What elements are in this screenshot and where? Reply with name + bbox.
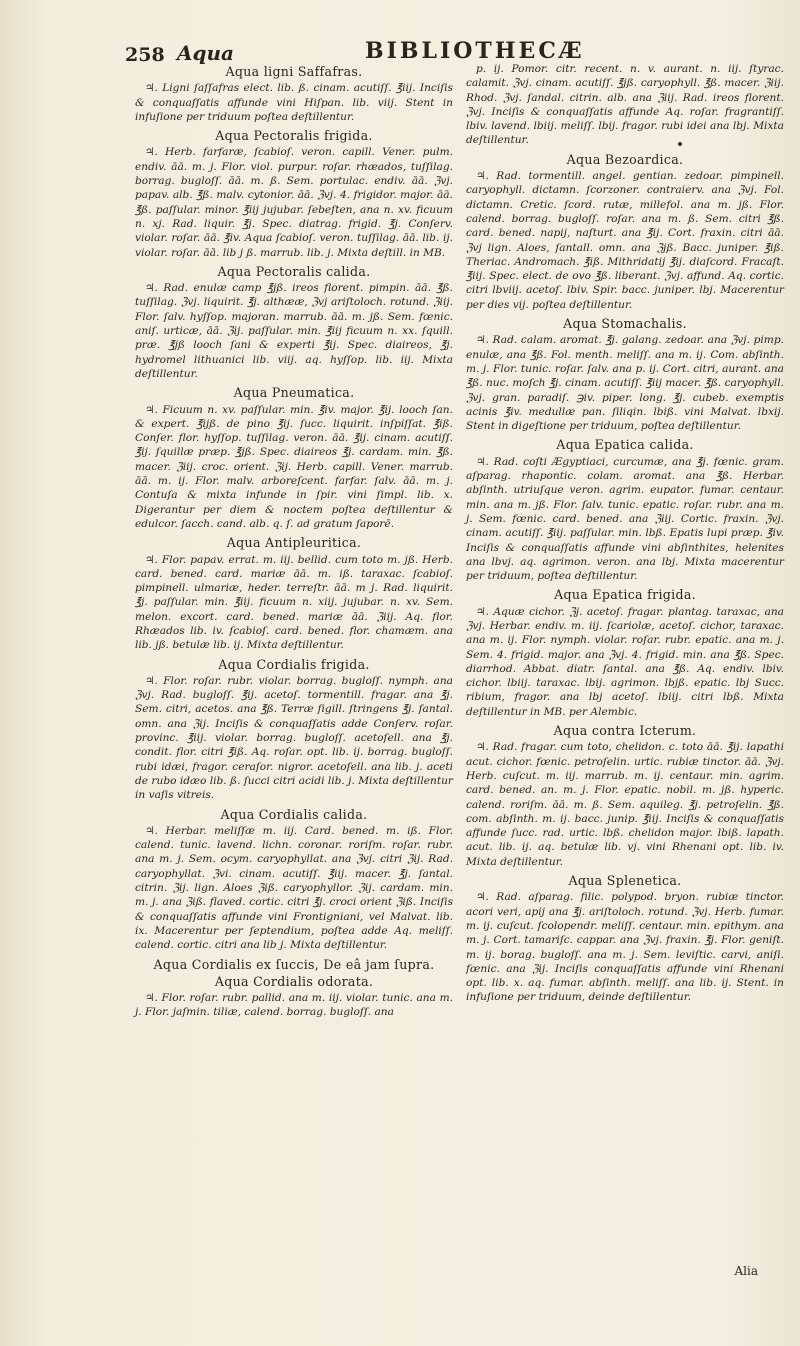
recipe-text: ♃. Herbar. meliſſæ m. iij. Card. bened. m. iß. Flor. calend. tunic. lavend. lichn. coronar. roriſm. roſar. rubr. ana m. j. Sem. ocym. caryophyllat. ana ℨvj. citri ℨij. Rad. caryophyllat. ℨvi. cinam. acutiſſ. ℥iij. macer. ℥j. ſantal. citrin. ℨij. lign. Aloes ℨiß. caryophyllor. ℨij. cardam. min. m. j. ana ℨiß. flaved. cortic. citri ℥j. croci orient ℨiß. Inciſis & conquaſſatis affunde vini Frontigniani, vel Malvat. lib. ix. Macerentur per ſeptendium, poſtea adde Aq. meliſſ. calend. cortic. citri ana lib j. Mixta deſtillentur. — [135, 824, 453, 952]
right-column — [466, 62, 784, 1010]
section-title: Aqua Cordialis frigida. — [218, 656, 370, 672]
recipe-text: ♃. Rad. fragar. cum toto, chelidon. c. toto āā. ℥ij. lapathi acut. cichor. fœnic. petroſelin. urtic. rubiæ tinctor. āā. ℨvj. Herb. cuſcut. m. iij. marrub. m. ij. centaur. min. agrim. card. bened. an. m. j. Flor. epatic. nobil. m. jß. hyperic. calend. roriſm. āā. m. ß. Sem. aquileg. ℥j. petroſelin. ℥ß. com. abſinth. m. ij. bacc. junip. ℥iij. Inciſis & conquaſſatis affunde ſucc. rad. urtic. lbß. chelidon major. lbiß. lapath. acut. lib. ij. aq. betulæ lib. vj. vini Rhenani opt. lib. iv. Mixta deſtillentur. — [466, 741, 784, 868]
recipe-text: ♃. Rad. calam. aromat. ℥j. galang. zedoar. ana ℨvj. pimp. enulæ, ana ℥ß. Fol. menth. meliſſ. ana m. ij. Com. abſinth. m. j. Flor. tunic. roſar. ſalv. ana p. ij. Cort. citri, aurant. ana ℥ß. nuc. moſch ℥j. cinam. acutiſſ. ℥iij macer. ℥ß. caryophyll. ℨvj. gran. paradiſ. ℈iv. piper. long. ℥j. cubeb. exemptis acinis ℥iv. medullæ pan. ſiliqin. lbiß. vini Malvat. lbxij. Stent in digeſtione per triduum, poſtea deſtillentur. — [466, 334, 784, 433]
recipe-text: ♃. Rad. aſparag. filic. polypod. bryon. rubiæ tinctor. acori veri, apij ana ℥j. ariſtoloch. rotund. ℨvj. Herb. fumar. m. ij. cuſcut. ſcolopendr. meliſſ. centaur. min. epithym. ana m. j. Cort. tamariſc. cappar. ana ℨvj. fraxin. ℥j. Flor. geniſt. m. ij. borag. bugloſſ. ana m. j. Sem. leviſtic. carvi, aniſi. fœnic. ana ℨij. Inciſis conquaſſatis affunde vini Rhenani opt. lib. x. aq. fumar. abſinth. meliſſ. ana lib. ij. Stent. in infuſione per triduum, deinde deſtillentur. — [466, 891, 784, 1004]
catchword: Alia — [734, 1264, 758, 1278]
section-title: Aqua Epatica calida. — [556, 437, 694, 453]
section-title: Aqua Bezoardica. — [566, 151, 684, 167]
section-title: Aqua contra Icterum. — [553, 723, 697, 739]
page-number: 258 — [125, 44, 165, 66]
recipe-text: ♃. Flor. papav. errat. m. iij. bellid. cum toto m. jß. Herb. card. bened. card. mariæ āā. m. iß. taraxac. ſcabioſ. pimpinell. ulmariæ, heder. terreſtr. āā. m j. Rad. liquirit. ℥j. paſſular. min. ℥iij. ficuum n. xiij. jujubar. n. xv. Sem. melon. excort. card. bened. mariæ āā. ℨiij. Aq. flor. Rhæados lib. iv. ſcabioſ. card. bened. flor. chamæm. ana lib. jß. betulæ lib. ij. Mixta deſtillentur. — [135, 553, 453, 652]
recipe-text: ♃. Flor. roſar. rubr. violar. borrag. bugloſſ. nymph. ana ℨvj. Rad. bugloſſ. ℥ij. acetoſ. tormentill. fragar. ana ℥j. Sem. citri, acetos. ana ℥ß. Terræ ſigill. ſtringens ℥j. ſantal. omn. ana ℨij. Inciſis & conquaſſatis adde Conſerv. roſar. provinc. ℥iij. violar. borrag. bugloſſ. acetoſell. ana ℥j. condit. flor. citri ℥iß. Aq. roſar. opt. lib. ij. borrag. bugloſſ. rubi idæi, fragor. ceraſor. nigror. acetoſell. ana lib. j. aceti de rubo idæo lib. ß. ſucci citri acidi lib. j. Mixta deſtillentur in vaſis vitreis. — [135, 674, 453, 802]
section-title: Aqua Epatica frigida. — [554, 587, 696, 603]
page-title: BIBLIOTHECÆ — [365, 38, 585, 64]
left-column — [135, 62, 453, 1025]
recipe-text: ♃. Aquæ cichor. ℨj. acetoſ. fragar. plantag. taraxac, ana ℨvj. Herbar. endiv. m. iij. ſcariolæ, acetoſ. cichor, taraxac. ana m. ij. Flor. nymph. violar. roſar. rubr. epatic. ana m. j. Sem. 4. frigid. major. ana ℨvj. 4. frigid. min. ana ℥ß. Spec. diarrhod. Abbat. diatr. ſantal. ana ℥ß. Aq. endiv. lbiv. cichor. lbiij. taraxac. lbij. agrimon. lbjß. epatic. lbj Succ. ribium, fragor. ana lbj acetoſ. lbiij. citri lbß. Mixta deſtillentur in MB. per Alembic. — [466, 605, 784, 718]
recipe-text: ♃. Ficuum n. xv. paſſular. min. ℥iv. major. ℥ij. looch ſan. & expert. ℥ijß. de pino ℥ij. ſucc. liquirit. inſpiſſat. ℥iß. Conſer. flor. hyſſop. tuſſilag. veron. āā. ℥ij. cinam. acutiſſ. ℥ij. ſquillæ præp. ℥jß. Spec. diaireos ℥j. cardam. min. ℥ß. macer. ℨiij. croc. orient. ℨij. Herb. capill. Vener. marrub. āā. m. ij. Flor. malv. arboreſcent. farfar. ſalv. āā. m. j. Contuſa & mixta infunde in ſpir. vini ſimpl. lib. x. Digerantur per diem & noctem poſtea deſtillentur & edulcor. ſacch. cand. alb. q. ſ. ad gratum ſaporē. — [135, 403, 453, 530]
recipe-text: ♃. Rad. tormentill. angel. gentian. zedoar. pimpinell. caryophyll. dictamn. ſcorzoner. contraierv. ana ℨvj. Fol. dictamn. Cretic. ſcord. rutæ, millefol. ana m. jß. Flor. calend. borrag. bugloſſ. roſar. ana m. ß. Sem. citri ℥ß. card. bened. napij, naſturt. ana ℥ij. Cort. fraxin. citri āā. ℨvj lign. Aloes, ſantall. omn. ana ℨjß. Bacc. juniper. ℥iß. Theriac. Andromach. ℥iß. Mithridatij ℥ij. diaſcord. Fracaſt. ℥iij. Spec. elect. de ovo ℥ß. liberant. ℨvj. affund. Aq. cortic. citri lbviij. acetoſ. lbiv. Spir. bacc. juniper. lbj. Macerentur per dies vij. poſtea deſtillentur. — [466, 170, 784, 311]
section-title: Aqua Cordialis calida. — [220, 806, 368, 822]
running-head: Aqua — [177, 41, 235, 65]
section-title: Aqua Pectoralis calida. — [217, 263, 371, 279]
section-title: Aqua ligni Saffafras. — [225, 64, 363, 79]
recipe-text: ♃. Rad. enulæ camp ℥jß. ireos florent. pimpin. āā. ℥ß. tuſſilag. ℨvj. liquirit. ℥j. althææ, ℨvj ariſtoloch. rotund. ℨiij. Flor. ſalv. hyſſop. majoran. marrub. āā. m. jß. Sem. fœnic. aniſ. urticæ, āā. ℨij. paſſular. min. ℥iij ficuum n. xx. ſquill. præ. ℥jß looch ſani & experti ℥ij. Spec. diaireos, ℥j. hydromel lithuanici lib. viij. aq. hyſſop. lib. iij. Mixta deſtillentur. — [135, 282, 453, 380]
section-title: Aqua Splenetica. — [568, 873, 682, 889]
recipe-text: ♃. Flor. roſar. rubr. pallid. ana m. iij. violar. tunic. ana m. j. Flor. jaſmin. tiliæ, calend. borrag. bugloſſ. ana — [135, 992, 453, 1019]
section-title: Aqua Cordialis odorata. — [214, 973, 374, 989]
recipe-text: ♃. Herb. farfaræ, ſcabioſ. veron. capill. Vener. pulm. endiv. āā. m. j. Flor. viol. purpur. roſar. rhæados, tuſſilag. borrag. bugloſſ. āā. m. ß. Sem. portulac. endiv. āā. ℨvj. papav. alb. ℥ß. malv. cytonior. āā. ℨvj. 4. frigidor. major. āā. ℥ß. paſſular. minor. ℥iij jujubar. ſebeſten, ana n. xv. ficuum n. xj. Rad. liquir. ℥j. Spec. diatrag. frigid. ℥j. Conſerv. violar. roſar. āā. ℥iv. Aqua ſcabioſ. veron. tuſſilag. āā. lib. ij. violar. roſar. āā. lib j ß. marrub. lib. j. Mixta deſtill. in MB. — [135, 146, 453, 259]
recipe-text: ♃. Ligni ſaſſafras elect. lib. ß. cinam. acutiſſ. ℥iij. Inciſis & conquaſſatis affunde vini Hiſpan. lib. viij. Stent in infuſione per triduum poſtea deſtillentur. — [135, 82, 453, 123]
section-title: Aqua Antipleuritica. — [226, 535, 362, 551]
section-title: Aqua Pneumatica. — [233, 385, 355, 401]
recipe-text: p. ij. Pomor. citr. recent. n. v. aurant. n. iij. ſtyrac. calamit. ℨvj. cinam. acutiſſ. ℥jß. caryophyll. ℥ß. macer. ℨiij. Rhod. ℨvj. ſandal. citrin. alb. ana ℨiij. Rad. ireos florent. ℨvj. Inciſis & conquaſſatis affunde Aq. roſar. fragrantiſſ. lbiv. lavend. lbiij. meliſſ. lbij. fragor. rubi idei ana lbj. Mixta deſtillentur. — [466, 63, 784, 147]
section-title: Aqua Cordialis ex ſuccis, De eâ jam ſupra. — [153, 956, 435, 972]
section-title: Aqua Pectoralis frigida. — [215, 128, 373, 144]
recipe-text: ♃. Rad. coſti Ægyptiaci, curcumæ, ana ℥j. fœnic. gram. aſparag. rhapontic. colam. aromat. ana ℥ß. Herbar. abſinth. utriuſque veron. agrim. eupator. fumar. centaur. min. ana m. jß. Flor. ſalv. tunic. epatic. roſar. rubr. ana m. j. Sem. fœnic. card. bened. ana ℨiij. Cortic. fraxin. ℨvj. cinam. acutiſſ. ℥iij. paſſular. min. lbß. Epatis lupi præp. ℥iv. Inciſis & conquaſſatis affunde vini abſinthites, helenites ana lbvj. aq. agrimon. veron. ana lbj. Mixta macerentur per triduum, poſtea deſtillentur. — [466, 455, 784, 583]
ink-dot — [678, 142, 682, 146]
section-title: Aqua Stomachalis. — [563, 316, 687, 332]
